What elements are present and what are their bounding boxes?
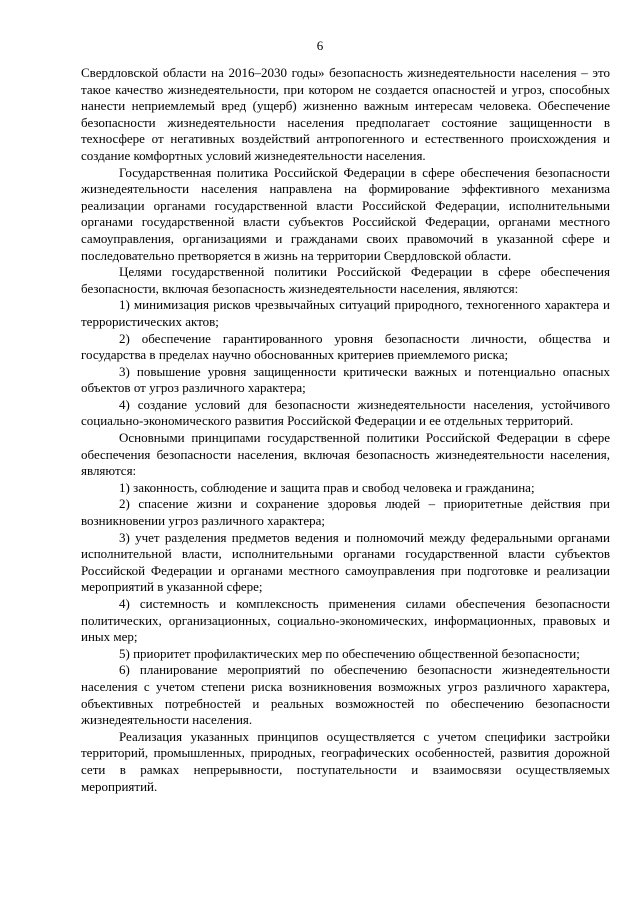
document-body	[81, 65, 610, 795]
goal-item-4: 4) создание условий для безопасности жизнедеятельности населения, устойчивого социально-экономического развития Российской Федерации и ее отдельных территорий.	[81, 396, 610, 429]
paragraph-principles-intro: Основными принципами государственной политики Российской Федерации в сфере обеспечения безопасности населения, включая безопасность жизнедеятельности населения, являются:	[81, 430, 610, 479]
page-number: 6	[316, 38, 324, 53]
principle-item-3: 3) учет разделения предметов ведения и полномочий между федеральными органами исполнительной власти, исполнительными органами государственной власти субъектов Российской Федерации и органами местного самоуправления при подготовке и реализации мероприятий в указанной сфере;	[81, 529, 610, 595]
goal-item-1: 1) минимизация рисков чрезвычайных ситуаций природного, техногенного характера и террористических актов;	[81, 297, 610, 329]
principle-item-6: 6) планирование мероприятий по обеспечению безопасности жизнедеятельности населения с учетом степени риска возникновения возможных угроз различного характера, объективных потребностей и реальных возможностей по обеспечению безопасности жизнедеятельности населения.	[81, 662, 610, 728]
paragraph-goals-intro: Целями государственной политики Российской Федерации в сфере обеспечения безопасности, включая безопасность жизнедеятельности населения, являются:	[81, 264, 610, 296]
paragraph-implementation: Реализация указанных принципов осуществляется с учетом специфики застройки территорий, промышленных, природных, географических особенностей, развития дорожной сети в рамках непрерывности, поступательности и взаимосвязи осуществляемых мероприятий.	[81, 728, 610, 794]
paragraph-state-policy: Государственная политика Российской Федерации в сфере обеспечения безопасности жизнедеятельности населения направлена на формирование эффективного механизма реализации органами государственной власти Российской Федерации, исполнительными органами государственной власти субъектов Российской Федерации, органами местного самоуправления, организациями и гражданами своих правомочий в указанной сфере и последовательно претворяется в жизнь на территории Свердловской области.	[81, 164, 610, 263]
principle-item-5: 5) приоритет профилактических мер по обеспечению общественной безопасности;	[119, 645, 580, 661]
principle-item-4: 4) системность и комплексность применения силами обеспечения безопасности политических, организационных, социально-экономических, информационных, правовых и иных мер;	[81, 596, 610, 645]
goal-item-2: 2) обеспечение гарантированного уровня безопасности личности, общества и государства в пределах научно обоснованных критериев приемлемого риска;	[81, 330, 610, 363]
goal-item-3: 3) повышение уровня защищенности критически важных и потенциально опасных объектов от угроз различного характера;	[81, 363, 610, 396]
paragraph-continued-definition: Свердловской области на 2016–2030 годы» безопасность жизнедеятельности населения – это такое качество жизнедеятельности, при котором не создается опасностей и угроз, способных нанести неприемлемый вред (ущерб) жизненно важным интересам человека. Обеспечение безопасности жизнедеятельности населения предполагает состояние защищенности в техносфере от негативных воздействий антропогенного и естественного происхождения и создание комфортных условий жизнедеятельности населения.	[81, 65, 610, 163]
principle-item-2: 2) спасение жизни и сохранение здоровья людей – приоритетные действия при возникновении угроз различного характера;	[81, 496, 610, 529]
principle-item-1: 1) законность, соблюдение и защита прав и свобод человека и гражданина;	[119, 479, 535, 495]
